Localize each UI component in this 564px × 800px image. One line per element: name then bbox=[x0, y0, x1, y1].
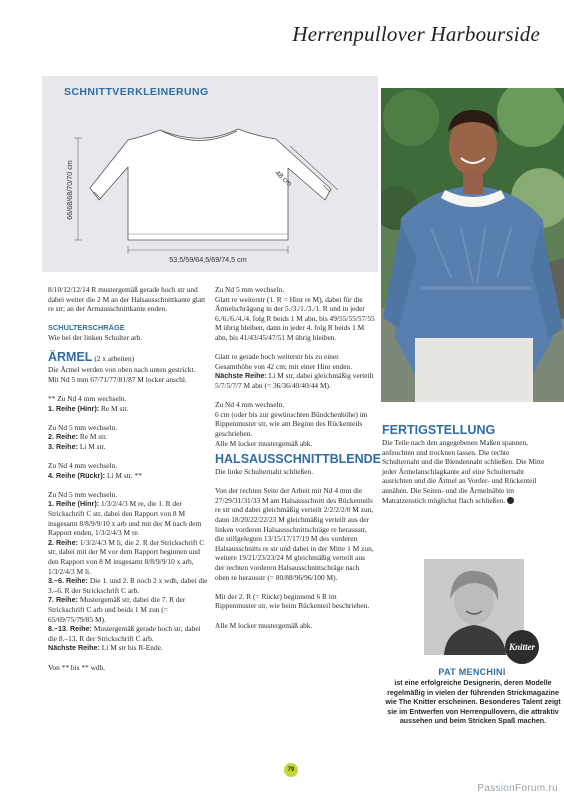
row-label: Nächste Reihe: bbox=[48, 643, 100, 653]
needle-change: Zu Nd 4 mm wechseln. bbox=[215, 400, 285, 410]
row-label: 7. Reihe: bbox=[48, 595, 78, 605]
page-number: 79 bbox=[284, 763, 298, 777]
watermark: PassionForum.ru bbox=[477, 783, 558, 794]
column-3 bbox=[382, 423, 546, 505]
neckband-bind-off: Alle M locker mustergemäß abk. bbox=[215, 620, 313, 630]
needle-change: Zu Nd 5 mm wechseln. bbox=[215, 285, 285, 294]
sleeve-subtitle: (2 x arbeiten) bbox=[94, 354, 135, 364]
neckband-intro: Die linke Schulternaht schließen. bbox=[215, 467, 314, 477]
needle-change-3: Zu Nd 4 mm wechseln. bbox=[48, 461, 118, 471]
row-label: 2. Reihe: bbox=[48, 537, 78, 547]
row-text: Re M str. bbox=[79, 432, 108, 442]
row-label: 4. Reihe (Rückr): bbox=[48, 470, 106, 480]
end-mark-icon bbox=[507, 497, 514, 504]
sweater-outline bbox=[90, 129, 331, 240]
row-text: Li M str bis R-Ende. bbox=[101, 643, 163, 653]
width-label: 53,5/59/64,5/69/74,5 cm bbox=[169, 255, 247, 264]
intro-paragraph: 8/10/12/12/14 R mustergemäß gerade hoch str und dabei weiter die 2 M an der Halsausschnittkante glatt re str; an der Armausschnittkante enden. bbox=[48, 285, 206, 314]
needle-change-2: Zu Nd 5 mm wechseln. bbox=[48, 422, 118, 432]
row-text: Die 1. und 2. R noch 2 x wdh, dabei die 3.–6. R der Strickschrift C arb. bbox=[48, 576, 208, 595]
row-text: Mustergemäß str, dabei die 7. R der Strickschrift C arb und beids 1 M zun (= 65/69/75/79/85 M). bbox=[48, 595, 186, 624]
row-label: 8.–13. Reihe: bbox=[48, 624, 92, 634]
row-text: Re M str. bbox=[100, 403, 129, 413]
row-text: Li M str, dabei gleichmäßig verteilt 5/7/5/7/7 M abn (= 36/36/40/40/44 M). bbox=[215, 371, 374, 390]
sleeve-heading: ÄRMEL bbox=[48, 350, 93, 365]
sleeve-cast-on: Mit Nd 5 mm 67/71/77/81/87 M locker anschl. bbox=[48, 374, 187, 384]
row-text: 1/3/2/4/3 M li, die 2. R der Strickschrift C str, dabei mit der M vor dem Rapport beginnen und den Rapport von 8 M insgesamt 8/8/9/9/10 x arb, 1/3/2/4/3 M li. bbox=[48, 537, 205, 576]
designer-bio: ist eine erfolgreiche Designerin, deren Modelle regelmäßig in vielen der führenden Strickmagazine wie The Knitter erscheinen. Besonderes Talent zeigt sie im Entwerfen von Herrenpullovern, die attraktiv aussehen und beim Stricken Spaß machen. bbox=[385, 679, 561, 725]
column-1 bbox=[48, 285, 208, 672]
shoulder-text: Wie bei der linken Schulter arb. bbox=[48, 332, 143, 342]
badge-logo: Knitter bbox=[508, 642, 535, 652]
row-text: Mustergemäß gerade hoch str, dabei die 8.–13. R der Strickschrift C arb. bbox=[48, 624, 201, 643]
designer-name: PAT MENCHINI bbox=[438, 667, 506, 677]
row-label: 3. Reihe: bbox=[48, 441, 78, 451]
row-label: 2. Reihe: bbox=[48, 432, 78, 442]
needle-change-4: Zu Nd 5 mm wechseln. bbox=[48, 489, 118, 499]
row-label: 3.–6. Reihe: bbox=[48, 576, 88, 586]
the-knitter-badge bbox=[505, 630, 539, 664]
row-text: Li M str. bbox=[79, 441, 106, 451]
sweater-schematic bbox=[42, 100, 378, 270]
height-paragraph: Glatt re gerade hoch weiterstr bis zu einer Gesamthöhe von 42 cm; mit einer Hinr enden. bbox=[215, 352, 353, 371]
column-2 bbox=[215, 285, 381, 630]
neckband-heading: HALSAUSSCHNITTBLENDE bbox=[215, 452, 381, 467]
needle-change-1: ** Zu Nd 4 mm wechseln. bbox=[48, 393, 127, 403]
row-label: Nächste Reihe: bbox=[215, 371, 267, 381]
decrease-paragraph: Glatt re weiterstr (1. R = Hinr re M), dabei für die Ärmelschrägung in der 5./3./1./3./1. R und in jeder 6./6./6./4./4. folg R beids 1 M abn, bis 49/55/55/57/55 M übrig bleiben, dann in jeder 4. folg R beids 1 M abn, bis 41/43/45/47/51 M übrig bleiben. bbox=[215, 294, 375, 342]
height-label: 66/68/68/70/70 cm bbox=[65, 160, 74, 220]
neckband-pickup: Von der rechten Seite der Arbeit mit Nd 4 mm die 27/29/31/31/33 M am Halsausschnitt des Rückenteils re str und dabei gleichmäßig verteilt 2/2/2/2/0 M zun, dann 18/20/22/22/23 M gleichmäßig verteilt aus der linken vorderen Halsausschnittschräge re herausstr, die stillgelegten 13/15/17/17/19 M des vorderen Halsausschnitts re str und dabei in der Mitte 1 M zun, weitere 19/21/23/23/24 M gleichmäßig verteilt aus der rechten vorderen Halsausschnittschräge nach oben re herausstr (= 80/88/96/96/100 M). bbox=[215, 486, 374, 582]
sleeve-label: 48 cm bbox=[273, 168, 294, 189]
row-label: 1. Reihe (Hinr): bbox=[48, 499, 100, 509]
shoulder-heading: SCHULTERSCHRÄGE bbox=[48, 323, 125, 333]
schematic-heading: SCHNITTVERKLEINERUNG bbox=[64, 86, 209, 98]
finishing-heading: FERTIGSTELLUNG bbox=[382, 423, 496, 437]
cuff-paragraph: 6 cm (oder bis zur gewünschten Bündchenhöhe) im Rippenmuster str, wie am Beginn des Rückenteils geschrieben. bbox=[215, 409, 368, 438]
page-title: Herrenpullover Harbourside bbox=[292, 22, 540, 46]
neckband-rib: Mit der 2. R (= Rückr) beginnend 6 R im Rippenmuster str, wie beim Rückenteil beschrieben. bbox=[215, 591, 370, 611]
model-photo bbox=[381, 88, 564, 402]
row-text: 1/3/2/4/3 M re, die 1. R der Strickschrift C str, dabei den Rapport von 8 M insgesamt 8/8/9/9/10 x arb und mit der M nach dem Rapport enden, 1/3/2/4/3 M re. bbox=[48, 499, 202, 538]
row-label: 1. Reihe (Hinr): bbox=[48, 403, 100, 413]
bind-off-text: Alle M locker mustergemäß abk. bbox=[215, 438, 313, 448]
row-text: Li M str. ** bbox=[106, 470, 142, 480]
repeat-instruction: Von ** bis ** wdh. bbox=[48, 662, 106, 672]
sleeve-intro: Die Ärmel werden von oben nach unten gestrickt. bbox=[48, 365, 196, 375]
finishing-text: Die Teile nach den angegebenen Maßen spannen, anfeuchten und trocknen lassen. Die rechte Schulternaht und die Blendennaht schließen. Die Mitte jeder Ärmelanschlagkante auf eine Schulternaht ausrichten und die Ärmel an Vorder- und Rückenteil annähen. Die Seiten- und die Ärmelnähte im Matratzenstich möglichst flach schließen. bbox=[382, 438, 545, 505]
